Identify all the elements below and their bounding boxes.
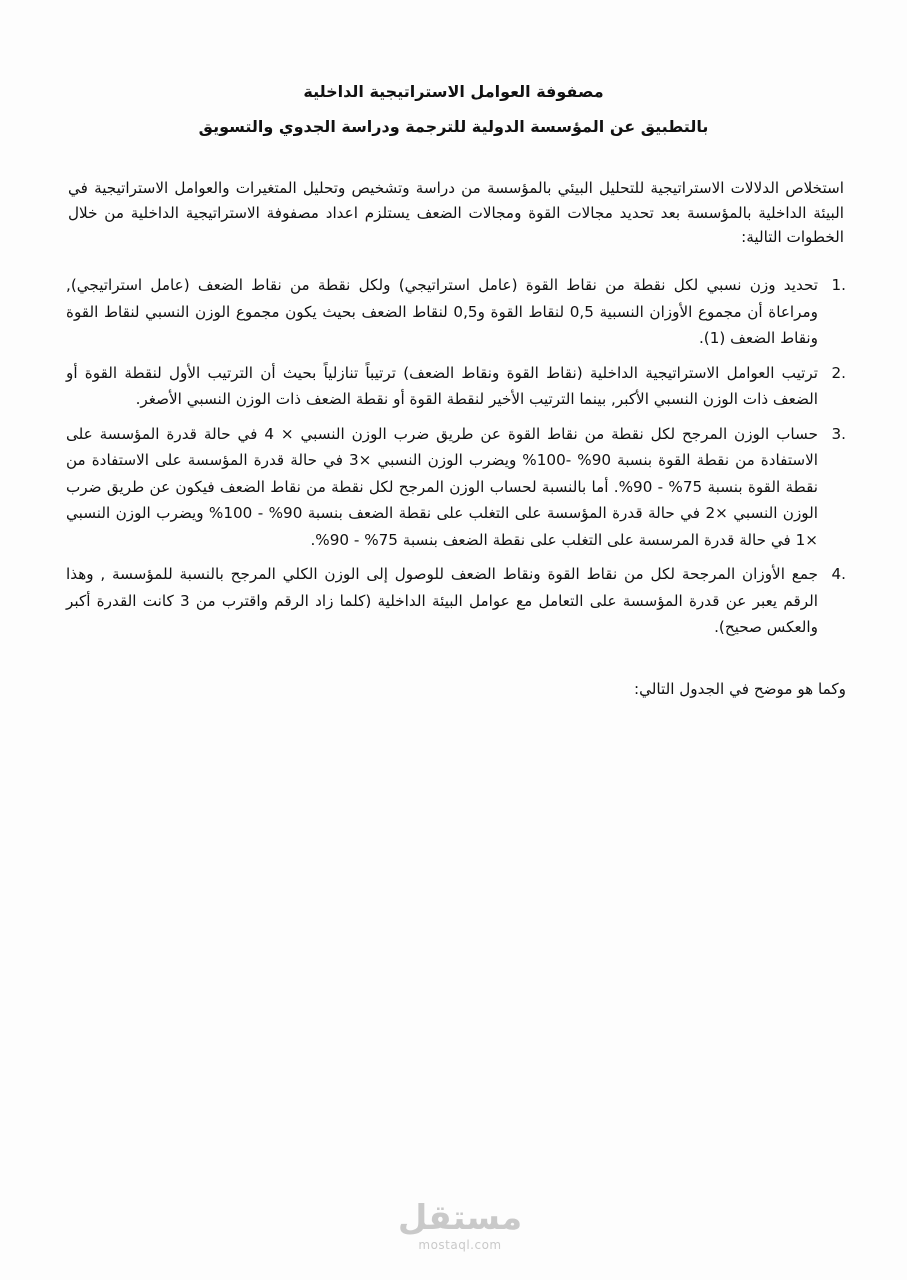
list-item <box>66 561 846 641</box>
step-number: 1. <box>831 276 846 294</box>
document-title: مصفوفة العوامل الاستراتيجية الداخلية <box>303 82 604 101</box>
steps-list <box>66 272 846 649</box>
step-number: 3. <box>831 424 846 443</box>
step-text: جمع الأوزان المرجحة لكل من نقاط القوة ونقاط الضعف للوصول إلى الوزن الكلي المرجح بالنسبة للمؤسسة , وهذا الرقم يعبر عن قدرة المؤسسة على التعامل مع عوامل البيئة الداخلية (كلما زاد الرقم واقترب من 3 كانت القدرة أكبر والعكس صحيح). <box>66 565 818 636</box>
step-number: 2. <box>831 363 846 382</box>
list-item <box>66 272 846 352</box>
list-item <box>66 360 846 413</box>
step-text: ترتيب العوامل الاستراتيجية الداخلية (نقاط القوة ونقاط الضعف) ترتيباً تنازلياً بحيث أن الترتيب الأول لنقطة القوة أو الضعف ذات الوزن النسبي الأكبر, بينما الترتيب الأخير لنقطة القوة أو نقطة الضعف ذات الوزن النسبي الأصغر. <box>66 363 818 408</box>
step-number: 4. <box>831 565 846 583</box>
watermark-site: mostaql.com <box>418 1238 502 1252</box>
step-text: تحديد وزن نسبي لكل نقطة من نقاط القوة (عامل استراتيجي) ولكل نقطة من نقاط الضعف (عامل استراتيجي), ومراعاة أن مجموع الأوزان النسبية 0,5 لنقاط القوة و0,5 لنقاط الضعف بحيث يكون مجموع الوزن النسبي لنقاط القوة ونقاط الضعف (1). <box>66 276 818 347</box>
step-text: حساب الوزن المرجح لكل نقطة من نقاط القوة عن طريق ضرب الوزن النسبي × 4 في حالة قدرة المؤسسة على الاستفادة من نقطة القوة بنسبة 90% -100% ويضرب الوزن النسبي ×3 في حالة قدرة المؤسسة على الاستفادة من نقطة القوة بنسبة 75% - 90%. أما بالنسبة لحساب الوزن المرجح لكل نقطة من نقاط الضعف فيكون عن طريق ضرب الوزن النسبي ×2 في حالة قدرة المؤسسة على التغلب على نقطة الضعف بنسبة 90% - 100% ويضرب الوزن النسبي ×1 في حالة قدرة المرسسة على التغلب على نقطة الضعف بنسبة 75% - 90%. <box>66 424 819 549</box>
document-subtitle: بالتطبيق عن المؤسسة الدولية للترجمة ودراسة الجدوي والتسويق <box>198 117 709 136</box>
closing-paragraph: وكما هو موضح في الجدول التالي: <box>633 680 846 698</box>
watermark-logo: مستقل <box>397 1198 523 1238</box>
list-item <box>66 421 846 554</box>
intro-paragraph: استخلاص الدلالات الاستراتيجية للتحليل البيئي بالمؤسسة من دراسة وتشخيص وتحليل المتغيرات والعوامل الاستراتيجية في البيئة الداخلية بالمؤسسة بعد تحديد مجالات القوة ومجالات الضعف يستلزم اعداد مصفوفة الاستراتيجية الداخلية من خلال الخطوات التالية: <box>68 179 844 246</box>
watermark <box>380 1198 540 1252</box>
